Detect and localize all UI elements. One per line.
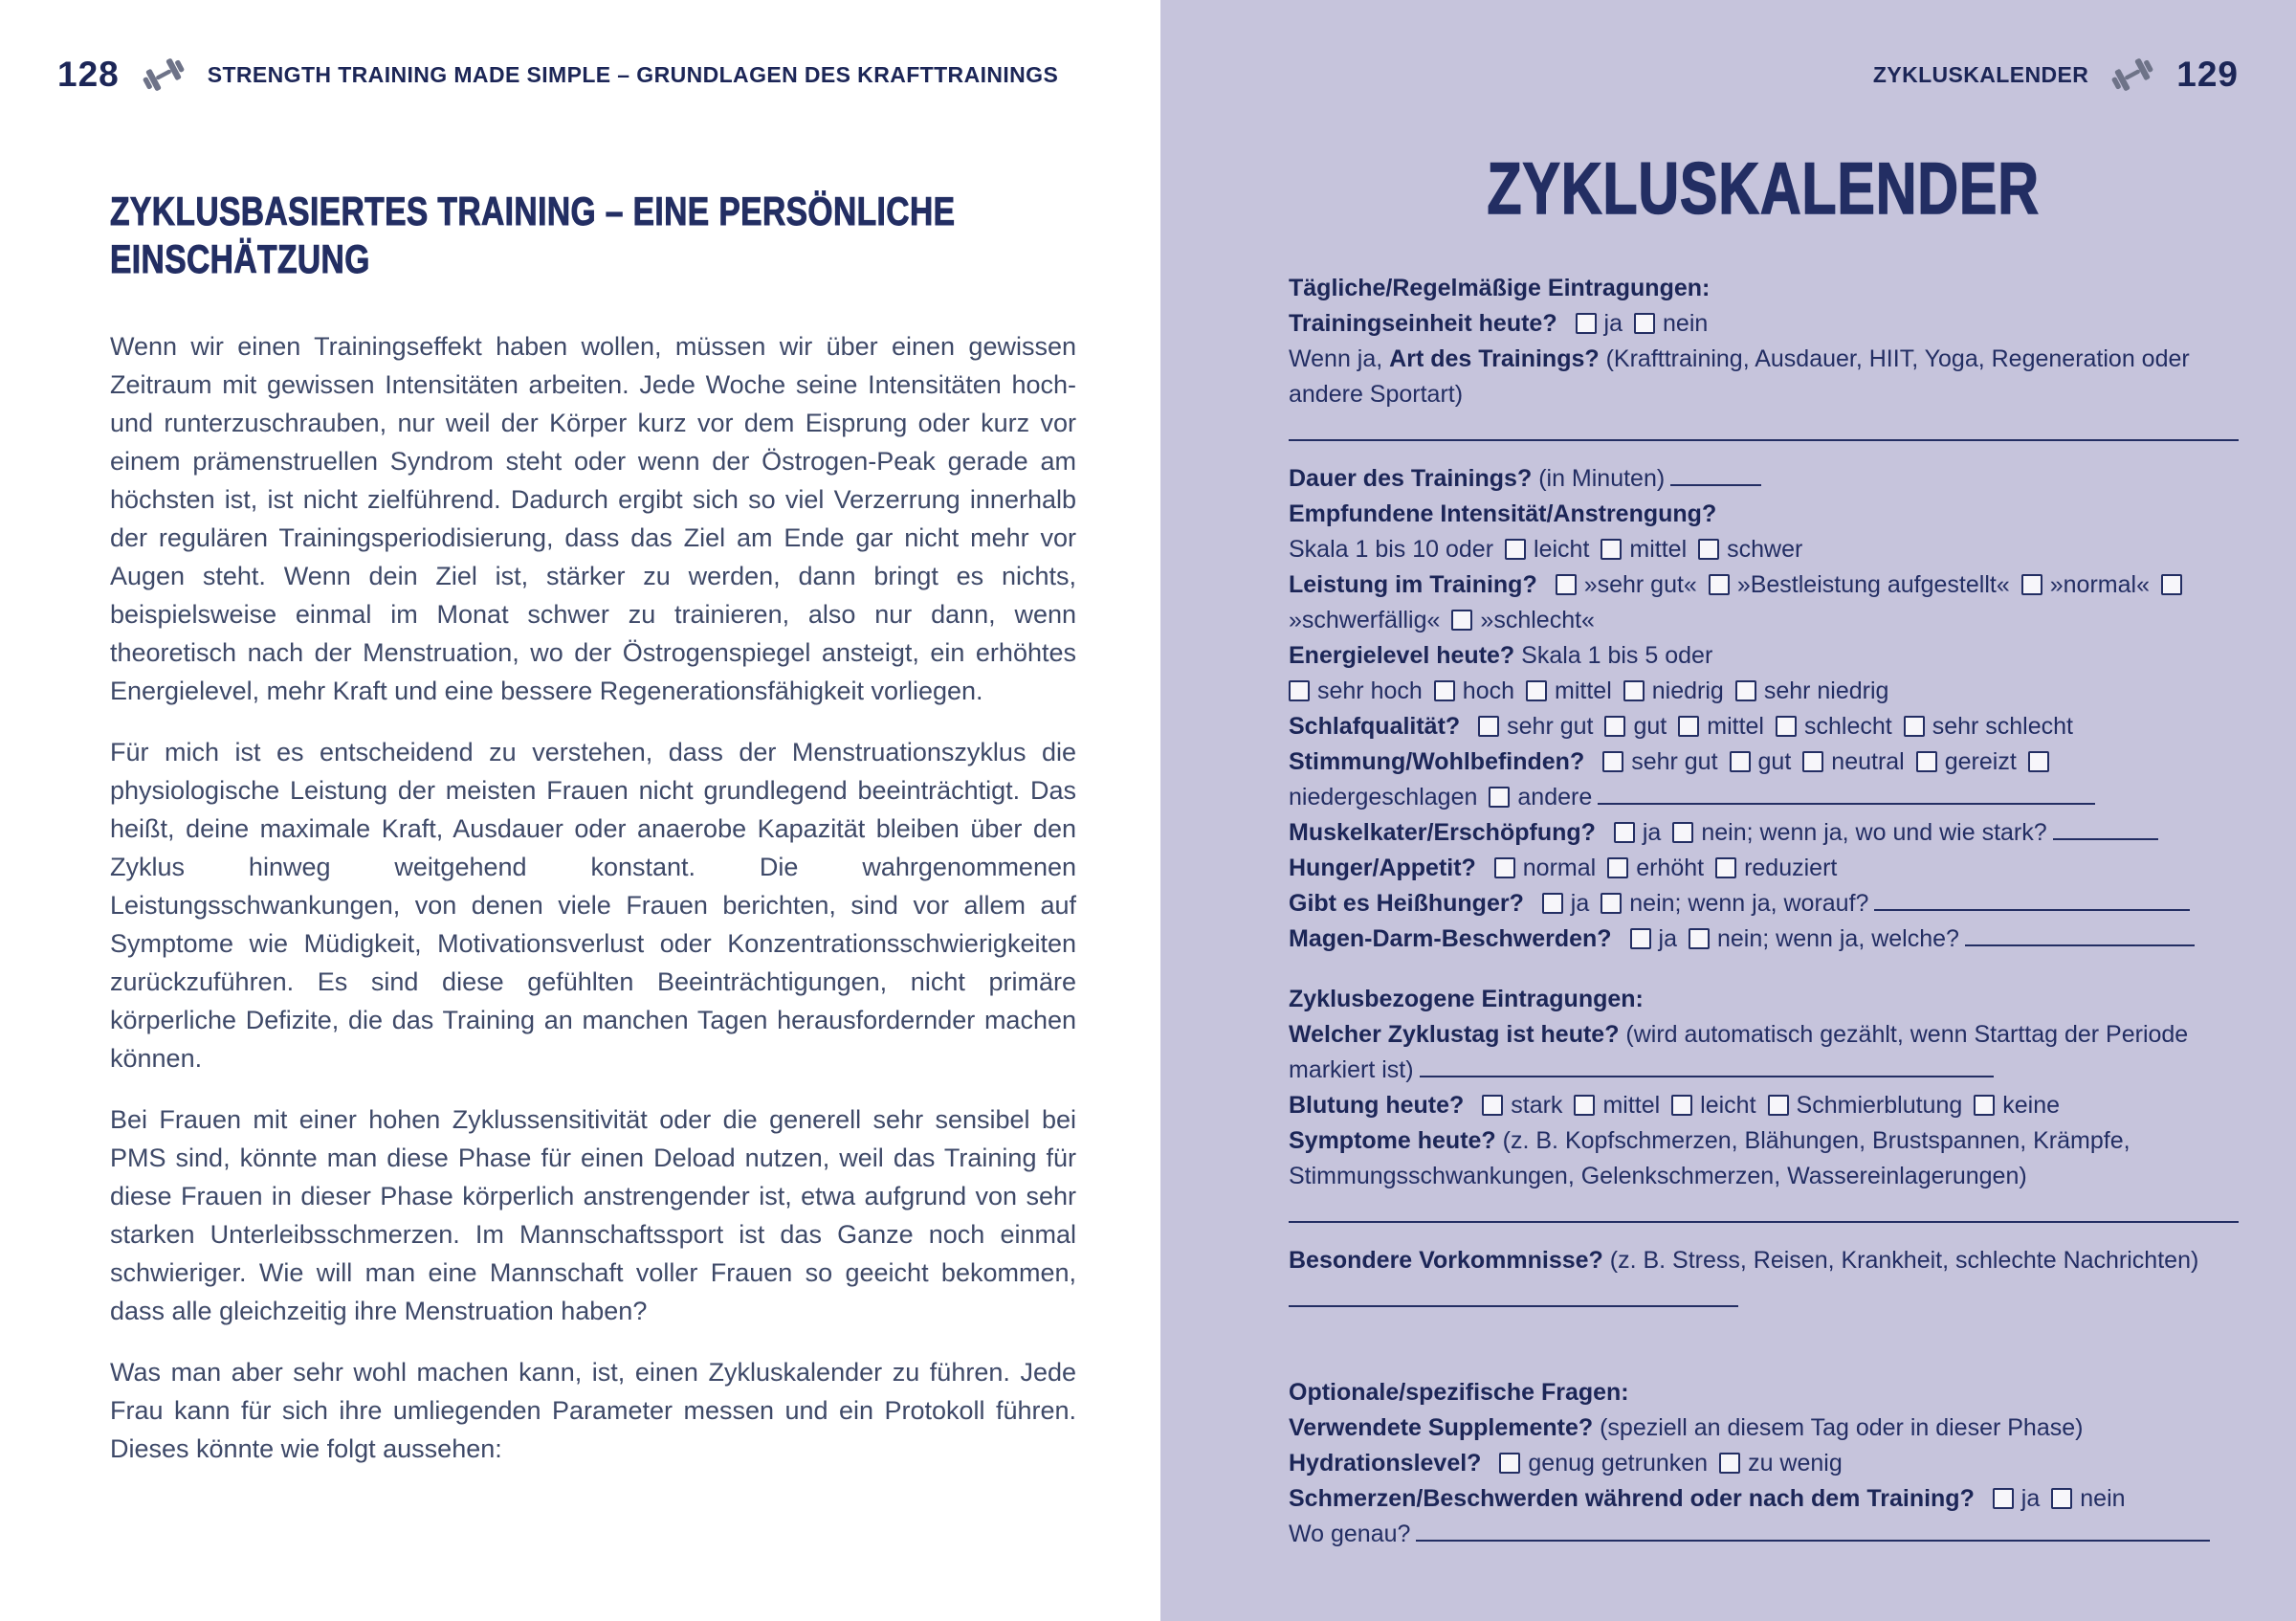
- form-label: Hydrationslevel?: [1289, 1450, 1489, 1477]
- checkbox[interactable]: [1505, 539, 1526, 560]
- form-text: Skala 1 bis 10 oder: [1289, 536, 1494, 563]
- body-paragraph: Für mich ist es entscheidend zu verstehen, dass der Menstruationszyklus die physiologische Leistung der meisten Frauen nicht grundlegend beeinträchtigt. Das heißt, deine maximale Kraft, Ausdauer oder anaerobe Kapazität bleiben über den Zyklus hinweg weitgehend konstant. Die wahrgenommenen Leistungsschwankungen, von denen viele Frauen berichten, sind vor allem auf Symptome wie Müdigkeit, Motivationsverlust oder Konzentrationsschwierigkeiten zurückzuführen. Es sind diese gefühlten Beeinträchtigungen, nicht primäre körperliche Defizite, die das Training an manchen Tagen herausfordernder machen können.: [110, 738, 1076, 1073]
- checkbox[interactable]: [1993, 1488, 2014, 1509]
- heading-line: EINSCHÄTZUNG: [110, 236, 370, 281]
- fill-in-line[interactable]: [1289, 1200, 2239, 1223]
- form-text: mittel: [1707, 713, 1764, 740]
- checkbox[interactable]: [1672, 822, 1693, 843]
- checkbox[interactable]: [1776, 716, 1797, 737]
- form-label: Trainingseinheit heute?: [1289, 310, 1564, 337]
- form-label: Gibt es Heißhunger?: [1289, 890, 1531, 917]
- form-text: stark: [1511, 1092, 1563, 1119]
- checkbox[interactable]: [1478, 716, 1499, 737]
- form-text: schlecht: [1803, 713, 1892, 740]
- form-label: Symptome heute?: [1289, 1127, 1503, 1154]
- form-text: nein; wenn ja, welche?: [1717, 925, 1959, 952]
- dumbbell-icon: [139, 54, 188, 96]
- form-text: (z. B. Kopfschmerzen, Blähungen, Brustspannen, Krämpfe, Stimmungsschwankungen, Gelenkschmerzen, Wassereinlagerungen): [1289, 1127, 2130, 1189]
- running-header: STRENGTH TRAINING MADE SIMPLE – GRUNDLAGEN DES KRAFTTRAININGS: [207, 61, 1059, 87]
- form-row: [1289, 306, 2239, 342]
- form-row: [1289, 567, 2239, 638]
- checkbox[interactable]: [1289, 680, 1310, 701]
- form-row: [1289, 532, 2239, 567]
- checkbox[interactable]: [1482, 1095, 1503, 1116]
- checkbox[interactable]: [2021, 574, 2042, 595]
- form-label: Leistung im Training?: [1289, 571, 1544, 598]
- fill-in-line[interactable]: [1598, 784, 2095, 805]
- form-text: Skala 1 bis 5 oder: [1521, 642, 1713, 669]
- checkbox[interactable]: [1709, 574, 1730, 595]
- form-row: [1289, 638, 2239, 674]
- checkbox[interactable]: [1630, 928, 1651, 949]
- form-row: [1289, 1017, 2239, 1088]
- form-label: Magen-Darm-Beschwerden?: [1289, 925, 1619, 952]
- checkbox[interactable]: [1607, 857, 1628, 878]
- form-label: Art des Trainings?: [1389, 345, 1606, 372]
- form-text: leicht: [1534, 536, 1590, 563]
- form-row: [1289, 342, 2239, 412]
- checkbox[interactable]: [2051, 1488, 2072, 1509]
- form-text: erhöht: [1636, 855, 1705, 881]
- form-text: ja: [1658, 925, 1677, 952]
- body-paragraph: Was man aber sehr wohl machen kann, ist, einen Zykluskalender zu führen. Jede Frau kann für sich ihre umliegenden Parameter messen und ein Protokoll führen. Dieses könnte wie folgt aussehen:: [110, 1358, 1076, 1463]
- form-row: [1289, 461, 2239, 497]
- checkbox[interactable]: [1602, 751, 1623, 772]
- form-text: (in Minuten): [1538, 465, 1666, 492]
- checkbox[interactable]: [1916, 751, 1937, 772]
- form-text: ja: [2020, 1485, 2041, 1512]
- form-text: nein; wenn ja, wo und wie stark?: [1701, 819, 2047, 846]
- form-text: (wird automatisch gezählt, wenn Starttag der Periode markiert ist): [1289, 1021, 2189, 1083]
- checkbox[interactable]: [1689, 928, 1710, 949]
- form-text: genug getrunken: [1528, 1450, 1709, 1477]
- form-text: »schwerfällig«: [1289, 607, 1441, 633]
- form-text: mittel: [1555, 677, 1612, 704]
- form-text: zu wenig: [1748, 1450, 1843, 1477]
- form-row: [1289, 744, 2239, 815]
- checkbox[interactable]: [1904, 716, 1925, 737]
- checkbox[interactable]: [1526, 680, 1547, 701]
- fill-in-row: [1289, 1282, 2239, 1318]
- form-row: [1289, 1481, 2239, 1517]
- form-text: (Krafttraining, Ausdauer, HIIT, Yoga, Regeneration oder andere Sportart): [1289, 345, 2190, 408]
- checkbox[interactable]: [1623, 680, 1645, 701]
- calendar-title: [1289, 147, 2239, 231]
- form-label: Energielevel heute?: [1289, 642, 1522, 669]
- form-text: gut: [1757, 748, 1792, 775]
- form-row: [1289, 497, 2239, 532]
- checkbox[interactable]: [1719, 1453, 1740, 1474]
- form-text: sehr schlecht: [1932, 713, 2073, 740]
- body-paragraph: Bei Frauen mit einer hohen Zyklussensitivität oder die generell sehr sensibel bei PMS sind, könnte man diese Phase für einen Deload nutzen, weil das Training für diese Frauen in dieser Phase körperlich anstrengender ist, etwa aufgrund von sehr starken Unterleibsschmerzen. Im Mannschaftssport ist das Ganze noch einmal schwieriger. Wie will man eine Mannschaft voller Frauen so geeicht bekommen, dass alle gleichzeitig ihre Menstruation haben?: [110, 1105, 1076, 1325]
- fill-in-row: [1289, 416, 2239, 452]
- form-text: normal: [1522, 855, 1597, 881]
- form-label: Welcher Zyklustag ist heute?: [1289, 1021, 1626, 1048]
- checkbox[interactable]: [1671, 1095, 1692, 1116]
- form-text: niedrig: [1651, 677, 1724, 704]
- form-text: (z. B. Stress, Reisen, Krankheit, schlechte Nachrichten): [1609, 1247, 2199, 1274]
- dumbbell-icon: [2108, 54, 2157, 96]
- checkbox[interactable]: [1735, 680, 1756, 701]
- cycle-calendar-form: [1289, 271, 2239, 1552]
- form-text: sehr gut: [1507, 713, 1594, 740]
- form-text: »Bestleistung aufgestellt«: [1736, 571, 2010, 598]
- form-text: leicht: [1700, 1092, 1756, 1119]
- form-row: [1289, 674, 2239, 709]
- fill-in-line[interactable]: [1965, 925, 2195, 946]
- fill-in-line[interactable]: [1289, 418, 2239, 441]
- form-text: mittel: [1602, 1092, 1661, 1119]
- page-header-right: [1289, 54, 2239, 96]
- page-number: 129: [2176, 55, 2239, 94]
- form-text: nein: [1663, 310, 1709, 337]
- form-row: [1289, 1410, 2239, 1446]
- checkbox[interactable]: [1768, 1095, 1789, 1116]
- form-label: Muskelkater/Erschöpfung?: [1289, 819, 1602, 846]
- checkbox[interactable]: [1489, 787, 1510, 808]
- form-text: hoch: [1462, 677, 1515, 704]
- form-text: schwer: [1727, 536, 1803, 563]
- form-text: »schlecht«: [1480, 607, 1595, 633]
- form-text: Wo genau?: [1289, 1521, 1411, 1547]
- form-row: [1289, 1088, 2239, 1123]
- form-label: Empfundene Intensität/Anstrengung?: [1289, 500, 1717, 527]
- form-text: neutral: [1831, 748, 1905, 775]
- checkbox[interactable]: [1715, 857, 1736, 878]
- form-text: »normal«: [2049, 571, 2150, 598]
- fill-in-line[interactable]: [1874, 890, 2190, 911]
- fill-in-line[interactable]: [1289, 1284, 1738, 1307]
- form-label: Verwendete Supplemente?: [1289, 1414, 1601, 1441]
- checkbox[interactable]: [1499, 1453, 1520, 1474]
- form-text: (speziell an diesem Tag oder in dieser Phase): [1600, 1414, 2084, 1441]
- form-row: [1289, 815, 2239, 851]
- checkbox[interactable]: [1730, 751, 1751, 772]
- page-right: [1160, 0, 2296, 1621]
- form-text: ja: [1603, 310, 1623, 337]
- form-text: keine: [2002, 1092, 2061, 1119]
- form-text: »sehr gut«: [1583, 571, 1697, 598]
- form-row: [1289, 886, 2239, 922]
- page-number: 128: [57, 55, 120, 94]
- checkbox[interactable]: [1574, 1095, 1595, 1116]
- checkbox[interactable]: [1634, 313, 1655, 334]
- checkbox[interactable]: [1802, 751, 1823, 772]
- form-row: [1289, 1243, 2239, 1278]
- checkbox[interactable]: [1542, 893, 1563, 914]
- article: [110, 188, 1076, 1468]
- checkbox[interactable]: [2161, 574, 2182, 595]
- form-text: Wenn ja,: [1289, 345, 1390, 372]
- form-label: Schmerzen/Beschwerden während oder nach dem Training?: [1289, 1485, 1981, 1512]
- form-gap: [1289, 1327, 2239, 1375]
- calendar-title-text: ZYKLUSKALENDER: [1487, 148, 2041, 230]
- checkbox[interactable]: [1614, 822, 1635, 843]
- checkbox[interactable]: [1974, 1095, 1995, 1116]
- form-text: sehr hoch: [1317, 677, 1423, 704]
- form-text: reduziert: [1744, 855, 1838, 881]
- fill-in-line[interactable]: [1416, 1521, 2210, 1542]
- form-text: gut: [1633, 713, 1667, 740]
- heading-line: ZYKLUSBASIERTES TRAINING – EINE PERSÖNLICHE: [110, 189, 956, 233]
- form-text: ja: [1642, 819, 1662, 846]
- form-row: [1289, 709, 2239, 744]
- form-gap: [1289, 957, 2239, 982]
- form-row: [1289, 1446, 2239, 1481]
- form-text: Schmierblutung: [1796, 1092, 1963, 1119]
- form-text: nein: [2080, 1485, 2126, 1512]
- fill-in-line[interactable]: [2053, 819, 2158, 840]
- checkbox[interactable]: [1604, 716, 1625, 737]
- form-text: ja: [1570, 890, 1590, 917]
- checkbox[interactable]: [2028, 751, 2049, 772]
- checkbox[interactable]: [1451, 610, 1472, 631]
- form-text: mittel: [1629, 536, 1688, 563]
- form-label: Stimmung/Wohlbefinden?: [1289, 748, 1592, 775]
- checkbox[interactable]: [1698, 539, 1719, 560]
- checkbox[interactable]: [1434, 680, 1455, 701]
- checkbox[interactable]: [1556, 574, 1577, 595]
- section-heading: [110, 188, 1076, 283]
- form-row: [1289, 851, 2239, 886]
- form-section-heading: Optionale/spezifische Fragen:: [1289, 1379, 1629, 1406]
- form-text: nein; wenn ja, worauf?: [1629, 890, 1869, 917]
- form-text: sehr niedrig: [1763, 677, 1889, 704]
- form-label: Schlafqualität?: [1289, 713, 1468, 740]
- checkbox[interactable]: [1601, 893, 1622, 914]
- checkbox[interactable]: [1576, 313, 1597, 334]
- fill-in-row: [1289, 1198, 2239, 1233]
- page-header-left: [57, 54, 1160, 96]
- form-text: andere: [1517, 784, 1593, 810]
- form-text: gereizt: [1944, 748, 2017, 775]
- checkbox[interactable]: [1678, 716, 1699, 737]
- form-section-heading: Tägliche/Regelmäßige Eintragungen:: [1289, 275, 1711, 301]
- checkbox[interactable]: [1494, 857, 1515, 878]
- form-label: Dauer des Trainings?: [1289, 465, 1539, 492]
- checkbox[interactable]: [1601, 539, 1622, 560]
- form-label: Hunger/Appetit?: [1289, 855, 1483, 881]
- body-paragraph: Wenn wir einen Trainingseffekt haben wollen, müssen wir über einen gewissen Zeitraum mit gewissen Intensitäten arbeiten. Jede Woche seine Intensitäten hoch- und runterzuschrauben, nur weil der Körper kurz vor dem Eisprung oder kurz vor einem prämenstruellen Syndrom steht oder wenn der Östrogen-Peak gerade am höchsten ist, ist nicht zielführend. Dadurch ergibt sich so viel Verzerrung innerhalb der regulären Trainingsperiodisierung, dass das Ziel am Ende gar nicht mehr vor Augen steht. Wenn dein Ziel ist, stärker zu werden, dann bringt es nichts, beispielsweise einmal im Monat schwer zu trainieren, also nur dann, wenn theoretisch nach der Menstruation, wo der Östrogenspiegel ansteigt, ein erhöhtes Energielevel, mehr Kraft und eine bessere Regenerationsfähigkeit vorliegen.: [110, 332, 1076, 705]
- running-header: ZYKLUSKALENDER: [1872, 61, 2089, 87]
- form-row: [1289, 1517, 2239, 1552]
- form-text: sehr gut: [1631, 748, 1718, 775]
- form-row: [1289, 922, 2239, 957]
- form-section-heading: Zyklusbezogene Eintragungen:: [1289, 986, 1644, 1012]
- fill-in-line[interactable]: [1670, 465, 1761, 486]
- fill-in-line[interactable]: [1420, 1056, 1994, 1077]
- form-label: Blutung heute?: [1289, 1092, 1471, 1119]
- form-label: Besondere Vorkommnisse?: [1289, 1247, 1610, 1274]
- form-text: niedergeschlagen: [1289, 784, 1478, 810]
- form-row: [1289, 1123, 2239, 1194]
